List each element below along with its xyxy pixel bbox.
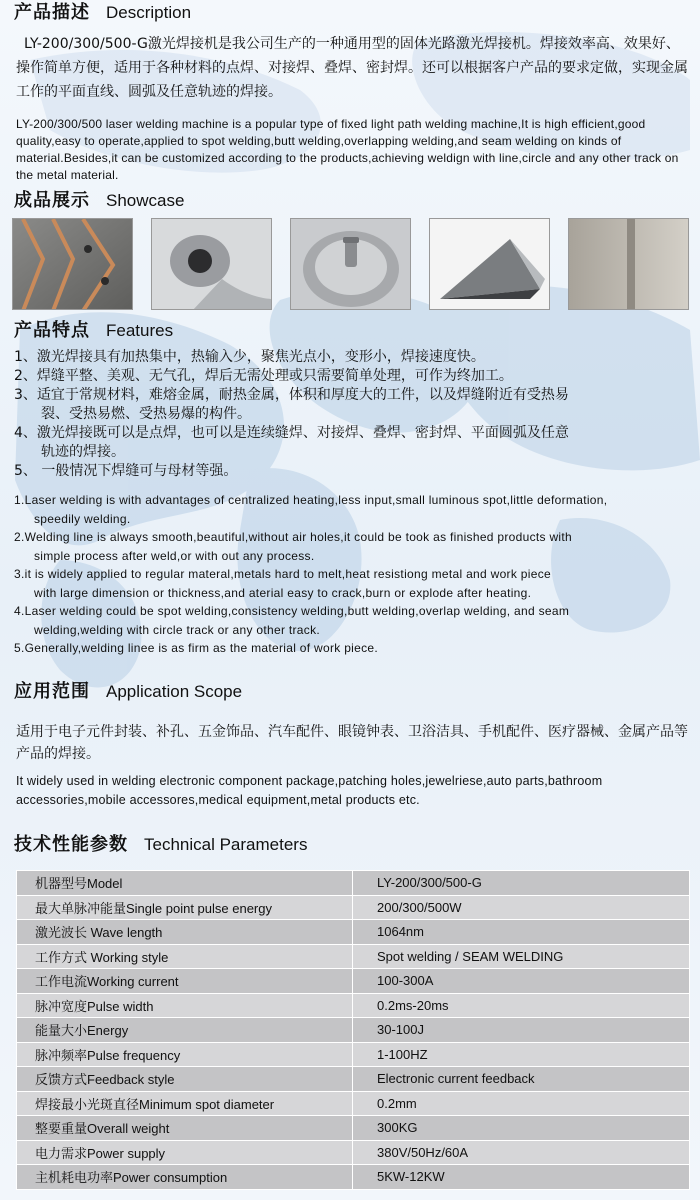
table-row: [17, 871, 690, 896]
param-name: 能量大小Energy: [17, 1018, 353, 1043]
showcase-image-cylinder-stud[interactable]: [290, 218, 411, 310]
param-value: 5KW-12KW: [353, 1165, 690, 1190]
table-row: [17, 895, 690, 920]
param-value: LY-200/300/500-G: [353, 871, 690, 896]
features-title-zh: 产品特点: [14, 320, 90, 341]
technical-heading: [14, 830, 307, 856]
description-title-zh: 产品描述: [14, 2, 90, 23]
showcase-image-ring-part[interactable]: [151, 218, 272, 310]
feature-zh-item: 2、焊缝平整、美观、无气孔，焊后无需处理或只需要简单处理，可作为终加工。: [14, 368, 513, 384]
param-value: 200/300/500W: [353, 895, 690, 920]
table-row: [17, 1165, 690, 1190]
param-value: Spot welding / SEAM WELDING: [353, 944, 690, 969]
param-name: 机器型号Model: [17, 871, 353, 896]
table-row: [17, 1091, 690, 1116]
feature-en-item: 1.Laser welding is with advantages of centralized heating,less input,small luminous spot,little deformation, speedily welding.: [14, 493, 608, 526]
table-row: [17, 969, 690, 994]
showcase-title-zh: 成品展示: [14, 190, 90, 211]
param-name: 主机耗电功率Power consumption: [17, 1165, 353, 1190]
param-value: Electronic current feedback: [353, 1067, 690, 1092]
table-row: [17, 1018, 690, 1043]
features-heading: [14, 316, 173, 342]
showcase-heading: [14, 186, 184, 212]
application-text-zh: 适用于电子元件封装、补孔、五金饰品、汽车配件、眼镜钟表、卫浴洁具、手机配件、医疗器械、金属产品等产品的焊接。: [16, 724, 688, 762]
application-title-en: Application Scope: [106, 682, 243, 701]
feature-zh-item: 3、适宜于常规材料，难熔金属，耐热金属，体积和厚度大的工件，以及焊缝附近有受热易 裂、受热易燃、受热易爆的构件。: [14, 387, 569, 422]
param-value: 380V/50Hz/60A: [353, 1140, 690, 1165]
table-row: [17, 1140, 690, 1165]
param-name: 工作电流Working current: [17, 969, 353, 994]
feature-zh-item: 1、激光焊接具有加热集中，热输入少，聚焦光点小，变形小，焊接速度快。: [14, 349, 485, 365]
param-value: 0.2mm: [353, 1091, 690, 1116]
feature-en-item: 3.it is widely applied to regular materal,metals hard to melt,heat resistiong metal and work piece with large dimension or thickness,and aterial easy to crack,burn or explode after heating.: [14, 567, 551, 600]
param-name: 工作方式 Working style: [17, 944, 353, 969]
param-value: 1064nm: [353, 920, 690, 945]
feature-en-item: 5.Generally,welding linee is as firm as the material of work piece.: [14, 641, 379, 655]
table-row: [17, 1042, 690, 1067]
showcase-title-en: Showcase: [106, 191, 185, 210]
description-text-zh: LY-200/300/500-G激光焊接机是我公司生产的一种通用型的固体光路激光焊接机。焊接效率高、效果好、操作简单方便，适用于各种材料的点焊、对接焊、叠焊、密封焊。还可以根据客户产品的要求定做，实现金属工作的平面直线、圆弧及任意轨迹的焊接。: [16, 36, 688, 100]
features-title-en: Features: [106, 321, 174, 340]
table-row: [17, 920, 690, 945]
table-row: [17, 1067, 690, 1092]
features-list-zh: [14, 348, 694, 481]
showcase-image-angle-bracket[interactable]: [429, 218, 550, 310]
feature-en-item: 4.Laser welding could be spot welding,consistency welding,butt welding,overlap welding, and seam welding,welding with circle track or any other track.: [14, 604, 570, 637]
param-name: 脉冲宽度Pulse width: [17, 993, 353, 1018]
description-text-en: LY-200/300/500 laser welding machine is a popular type of fixed light path welding machine,It is high efficient,good quality,easy to operate,applied to spot welding,butt welding,overlapping welding,and seam welding on kinds of material.Besides,it can be customized according to the products,achieving weldign with line,circle and any other track on the metal material.: [16, 117, 679, 182]
application-heading: [14, 677, 242, 703]
param-name: 焊接最小光斑直径Minimum spot diameter: [17, 1091, 353, 1116]
table-row: [17, 993, 690, 1018]
features-list-en: [14, 491, 700, 658]
showcase-gallery: [12, 218, 696, 310]
param-value: 0.2ms-20ms: [353, 993, 690, 1018]
param-name: 最大单脉冲能量Single point pulse energy: [17, 895, 353, 920]
param-name: 激光波长 Wave length: [17, 920, 353, 945]
param-name: 电力需求Power supply: [17, 1140, 353, 1165]
table-row: [17, 944, 690, 969]
param-name: 脉冲频率Pulse frequency: [17, 1042, 353, 1067]
param-value: 1-100HZ: [353, 1042, 690, 1067]
technical-title-zh: 技术性能参数: [14, 834, 128, 855]
param-value: 100-300A: [353, 969, 690, 994]
feature-zh-item: 4、激光焊接既可以是点焊，也可以是连续缝焊、对接焊、叠焊、密封焊、平面圆弧及任意 轨迹的焊接。: [14, 425, 569, 460]
technical-title-en: Technical Parameters: [144, 835, 308, 854]
table-row: [17, 1116, 690, 1141]
application-title-zh: 应用范围: [14, 681, 90, 702]
param-name: 整要重量Overall weight: [17, 1116, 353, 1141]
param-value: 300KG: [353, 1116, 690, 1141]
application-text-en: It widely used in welding electronic component package,patching holes,jewelriese,auto parts,bathroom accessories,mobile accessores,medical equipment,metal products etc.: [16, 774, 603, 807]
showcase-image-circuit-plate[interactable]: [12, 218, 133, 310]
description-title-en: Description: [106, 3, 192, 22]
description-heading: [14, 0, 191, 24]
feature-en-item: 2.Welding line is always smooth,beautiful,without air holes,it could be took as finished products with simple process after weld,or with out any process.: [14, 530, 572, 563]
showcase-image-seam-plate[interactable]: [568, 218, 689, 310]
technical-parameters-table: [16, 870, 690, 1190]
feature-zh-item: 5、 一般情况下焊缝可与母材等强。: [14, 463, 238, 479]
param-value: 30-100J: [353, 1018, 690, 1043]
param-name: 反馈方式Feedback style: [17, 1067, 353, 1092]
